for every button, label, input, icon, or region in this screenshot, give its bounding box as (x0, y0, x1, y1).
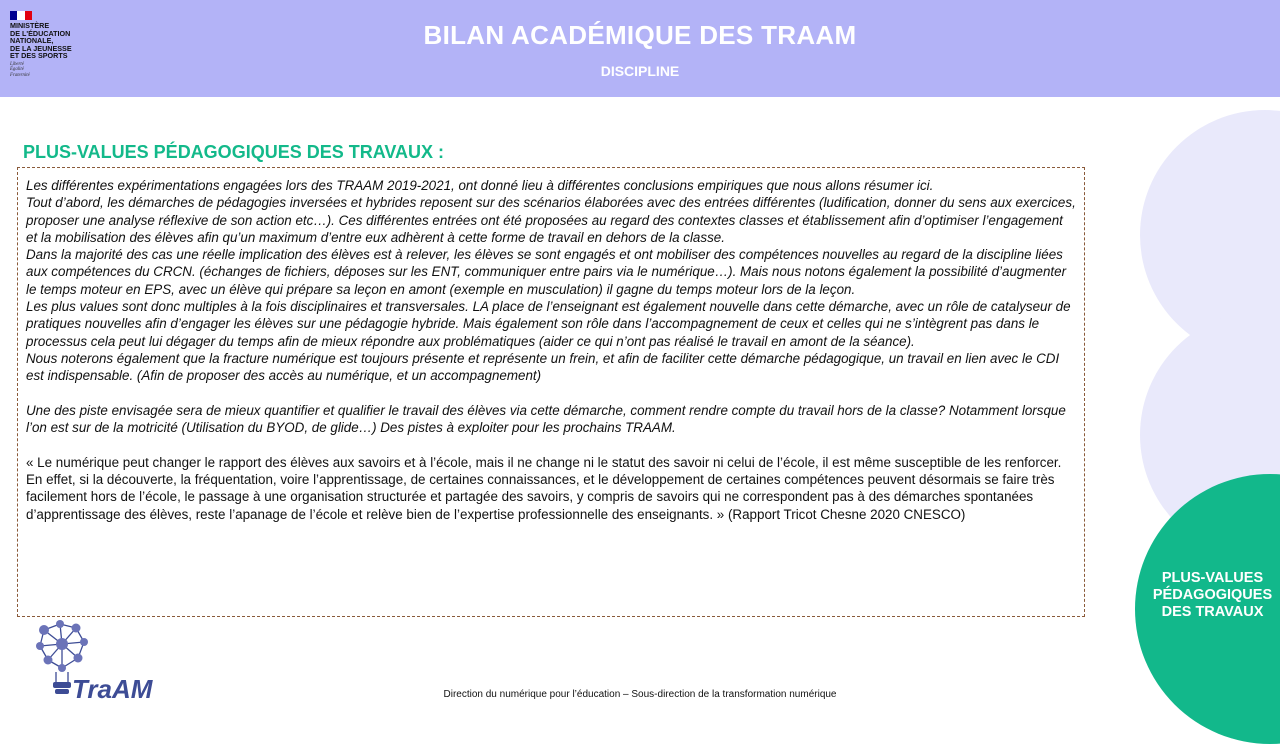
paragraph: Les différentes expérimentations engagées lors des TRAAM 2019-2021, ont donné lieu à différentes conclusions empiriques que nous allons résumer ici. (26, 178, 934, 193)
ministry-line: DE LA JEUNESSE (10, 43, 72, 53)
side-badge-label (1135, 570, 1280, 621)
page-subtitle: DISCIPLINE (600, 63, 680, 79)
spacer (26, 385, 1076, 402)
ministry-line: DE L'ÉDUCATION (10, 28, 71, 38)
motto-line: Liberté (10, 61, 24, 67)
side-badge-line: PÉDAGOGIQUES (1152, 587, 1273, 603)
paragraph: Dans la majorité des cas une réelle implication des élèves est à relever, les élèves se sont engagés et ont mobiliser des compétences nouvelles au regard de la discipline liées aux compétences du CRCN. (échanges de fichiers, déposes sur les ENT, communiquer entre pairs via le numérique…). Mais nous notons également la possibilité d’augmenter le temps moteur en EPS, avec un élève qui prépare sa leçon en amont (exemple en musculation) il gagne du temps moteur lors de la leçon. (26, 247, 1067, 297)
ministry-line: ET DES SPORTS (10, 51, 68, 61)
side-badge-line: PLUS-VALUES (1161, 570, 1264, 586)
content-textbox (17, 167, 1085, 617)
side-badge-line: DES TRAVAUX (1161, 604, 1264, 620)
paragraph: Tout d’abord, les démarches de pédagogies inversées et hybrides reposent sur des scénarios élaborées avec des entrées différentes (ludification, donner du sens aux exercices, proposer une analyse réflexive de son action etc…). Ces différentes entrées ont été proposées au regard des contextes classes et établissement afin d’optimiser l’engagement et la mobilisation des élèves afin qu’un maximum d’entre eux adhèrent à cette forme de travail en dehors de la classe. (26, 195, 1076, 245)
ministry-line: NATIONALE, (10, 36, 54, 46)
traam-logo-text: TraAM (72, 674, 153, 704)
paragraph: Les plus values sont donc multiples à la fois disciplinaires et transversales. LA place de l’enseignant est également nouvelle dans cette démarche, avec un rôle de catalyseur de pratiques nouvelles afin d’engager les élèves sur une pédagogie hybride. Mais également son rôle dans l’accompagnement de ceux et celles qui ne s’intègrent pas dans le processus cela peut lui dégager du temps afin de mieux répondre aux problématiques (aider ce qui n’ont pas réalisé le travail en amont de la séance). (26, 299, 1071, 349)
spacer (26, 436, 1076, 453)
page-title: BILAN ACADÉMIQUE DES TRAAM (423, 20, 857, 50)
motto-line: Égalité (10, 67, 24, 73)
motto-line: Fraternité (10, 72, 30, 78)
paragraph: Nous noterons également que la fracture numérique est toujours présente et représente un frein, et afin de faciliter cette démarche pédagogique, un travail en lien avec le CDI est indispensable. (Afin de proposer des accès au numérique, et un accompagnement) (26, 350, 1060, 384)
paragraph: Une des piste envisagée sera de mieux quantifier et qualifier le travail des élèves via cette démarche, comment rendre compte du travail hors de la classe? Notamment lorsque l’on est sur de la motricité (Utilisation du BYOD, de glide…) Des pistes à exploiter pour les prochains TRAAM. (26, 402, 1066, 436)
french-flag-icon (10, 11, 32, 20)
footer-text: Direction du numérique pour l’éducation – Sous-direction de la transformation numérique (443, 689, 837, 700)
ministry-line: MINISTÈRE (10, 21, 50, 30)
header-banner (0, 0, 1280, 97)
section-heading: PLUS-VALUES PÉDAGOGIQUES DES TRAVAUX : (23, 142, 445, 162)
quote-paragraph: « Le numérique peut changer le rapport des élèves aux savoirs et à l’école, mais il ne change ni le statut des savoir ni celui de l’école, il est même susceptible de les renforcer. En effet, si la découverte, la fréquentation, voire l’apprentissage, de certaines connaissances, et le développement de certaines compétences peuvent désormais se faire très facilement hors de l’école, le passage à une organisation structurée et partagée des savoirs, y compris de savoirs qui ne correspondent pas à des démarches spontanées d’apprentissage des élèves, reste l’apanage de l’école et relève bien de l’expertise professionnelle des enseignants. » (Rapport Tricot Chesne 2020 CNESCO) (26, 454, 1062, 522)
